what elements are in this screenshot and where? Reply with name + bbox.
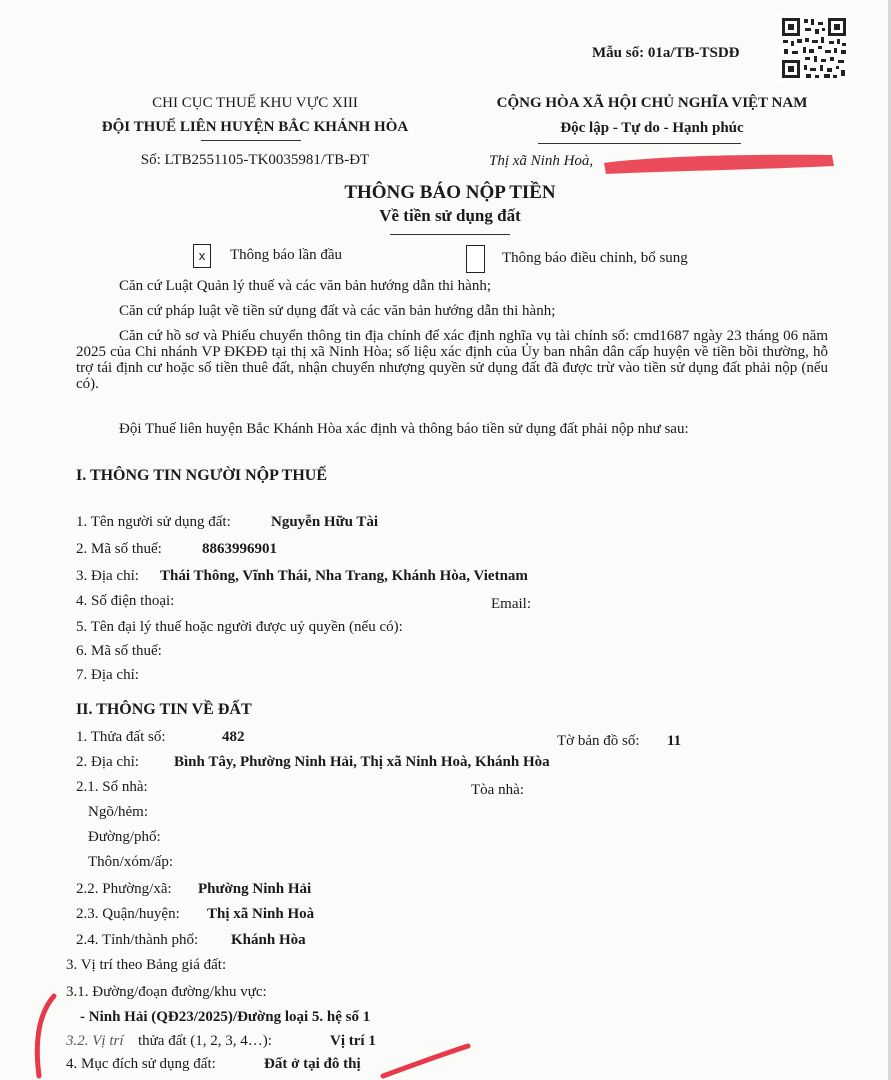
price-position-label: 3. Vị trí theo Bảng giá đất: [66, 957, 227, 973]
house-number-label: 2.1. Số nhà: [76, 779, 148, 795]
ward-value: Phường Ninh Hải [198, 881, 312, 897]
user-name-value: Nguyễn Hữu Tài [271, 514, 379, 530]
first-notice-checkbox[interactable]: x [193, 244, 211, 268]
map-sheet-value: 11 [667, 733, 682, 749]
qr-code [779, 15, 849, 81]
parcel-number-value: 482 [222, 729, 245, 745]
user-address-value: Thái Thông, Vĩnh Thái, Nha Trang, Khánh Hòa, Vietnam [160, 568, 528, 584]
basis-line-2: Căn cứ pháp luật về tiền sử dụng đất và các văn bản hướng dẫn thi hành; [119, 303, 556, 319]
tax-code-value: 8863996901 [202, 541, 277, 557]
land-address-label: 2. Địa chỉ: [76, 754, 139, 770]
parcel-number-label: 1. Thửa đất số: [76, 729, 166, 745]
document-title: THÔNG BÁO NỘP TIỀN [344, 182, 556, 203]
district-label: 2.3. Quận/huyện: [76, 906, 180, 922]
document-subtitle: Về tiền sử dụng đất [379, 206, 521, 225]
basis-paragraph-3: Căn cứ hồ sơ và Phiếu chuyển thông tin địa chính để xác định nghĩa vụ tài chính số: cmd1687 ngày 23 tháng 06 năm 2025 của Chi nhánh VP ĐKĐĐ tại thị xã Ninh Hòa; số liệu xác định của Ủy ban nhân dân cấp huyện về tiền bồi thường, hỗ trợ tái định cư hoặc số tiền thuê đất, nhận chuyển nhượng quyền sử dụng đất đã được trừ vào tiền sử dụng đất phải nộp (nếu có). [76, 328, 828, 392]
first-notice-label: Thông báo lần đầu [230, 247, 343, 263]
tax-code-label: 2. Mã số thuế: [76, 541, 162, 557]
province-label: 2.4. Tỉnh/thành phố: [76, 932, 199, 948]
land-purpose-label: 4. Mục đích sử dụng đất: [66, 1056, 216, 1072]
motto: Độc lập - Tự do - Hạnh phúc [560, 120, 744, 136]
ward-label: 2.2. Phường/xã: [76, 881, 172, 897]
land-purpose-value: Đất ở tại đô thị [264, 1056, 361, 1072]
adjustment-notice-label: Thông báo điều chỉnh, bổ sung [502, 250, 688, 266]
lot-position-label: thửa đất (1, 2, 3, 4…): [138, 1033, 272, 1049]
place-date: Thị xã Ninh Hoà, [489, 153, 594, 169]
agency-name: CHI CỤC THUẾ KHU VỰC XIII [152, 95, 358, 111]
building-label: Tòa nhà: [471, 782, 524, 798]
basis-line-4: Đội Thuế liên huyện Bắc Khánh Hòa xác định và thông báo tiền sử dụng đất phải nộp như sau: [119, 421, 689, 437]
basis-line-1: Căn cứ Luật Quản lý thuế và các văn bản hướng dẫn thi hành; [119, 278, 491, 294]
road-segment-label: 3.1. Đường/đoạn đường/khu vực: [66, 984, 267, 1000]
form-code: Mẫu số: 01a/TB-TSDĐ [592, 45, 740, 61]
document-number: Số: LTB2551105-TK0035981/TB-ĐT [140, 152, 370, 168]
red-bracket-mark [30, 992, 60, 1080]
redaction-mark [598, 146, 838, 180]
district-value: Thị xã Ninh Hoà [207, 906, 315, 922]
land-address-value: Bình Tây, Phường Ninh Hải, Thị xã Ninh Hoà, Khánh Hòa [174, 754, 550, 770]
map-sheet-label: Tờ bản đồ số: [557, 733, 640, 749]
nation-title: CỘNG HÒA XÃ HỘI CHỦ NGHĨA VIỆT NAM [496, 95, 808, 111]
agent-address-label: 7. Địa chỉ: [76, 667, 139, 683]
email-label: Email: [491, 596, 531, 612]
phone-label: 4. Số điện thoại: [76, 593, 175, 609]
subtitle-underline [390, 234, 510, 235]
road-segment-value: - Ninh Hải (QĐ23/2025)/Đường loại 5. hệ số 1 [80, 1009, 371, 1025]
hamlet-label: Thôn/xóm/ấp: [88, 854, 173, 870]
red-stroke-mark [378, 1040, 473, 1080]
section-1-heading: I. THÔNG TIN NGƯỜI NỘP THUẾ [76, 467, 328, 484]
team-underline [201, 140, 301, 141]
lot-position-value: Vị trí 1 [330, 1033, 376, 1049]
agent-tax-code-label: 6. Mã số thuế: [76, 643, 162, 659]
street-label: Đường/phố: [88, 829, 161, 845]
agent-label: 5. Tên đại lý thuế hoặc người được uỷ quyền (nếu có): [76, 619, 403, 635]
team-name: ĐỘI THUẾ LIÊN HUYỆN BẮC KHÁNH HÒA [101, 119, 409, 135]
user-address-label: 3. Địa chỉ: [76, 568, 139, 584]
alley-label: Ngõ/hẻm: [88, 804, 148, 820]
motto-underline [538, 143, 741, 144]
lot-position-prefix: 3.2. Vị trí [66, 1033, 124, 1049]
section-2-heading: II. THÔNG TIN VỀ ĐẤT [76, 701, 252, 718]
adjustment-notice-checkbox[interactable] [466, 245, 485, 273]
user-name-label: 1. Tên người sử dụng đất: [76, 514, 231, 530]
province-value: Khánh Hòa [231, 932, 306, 948]
